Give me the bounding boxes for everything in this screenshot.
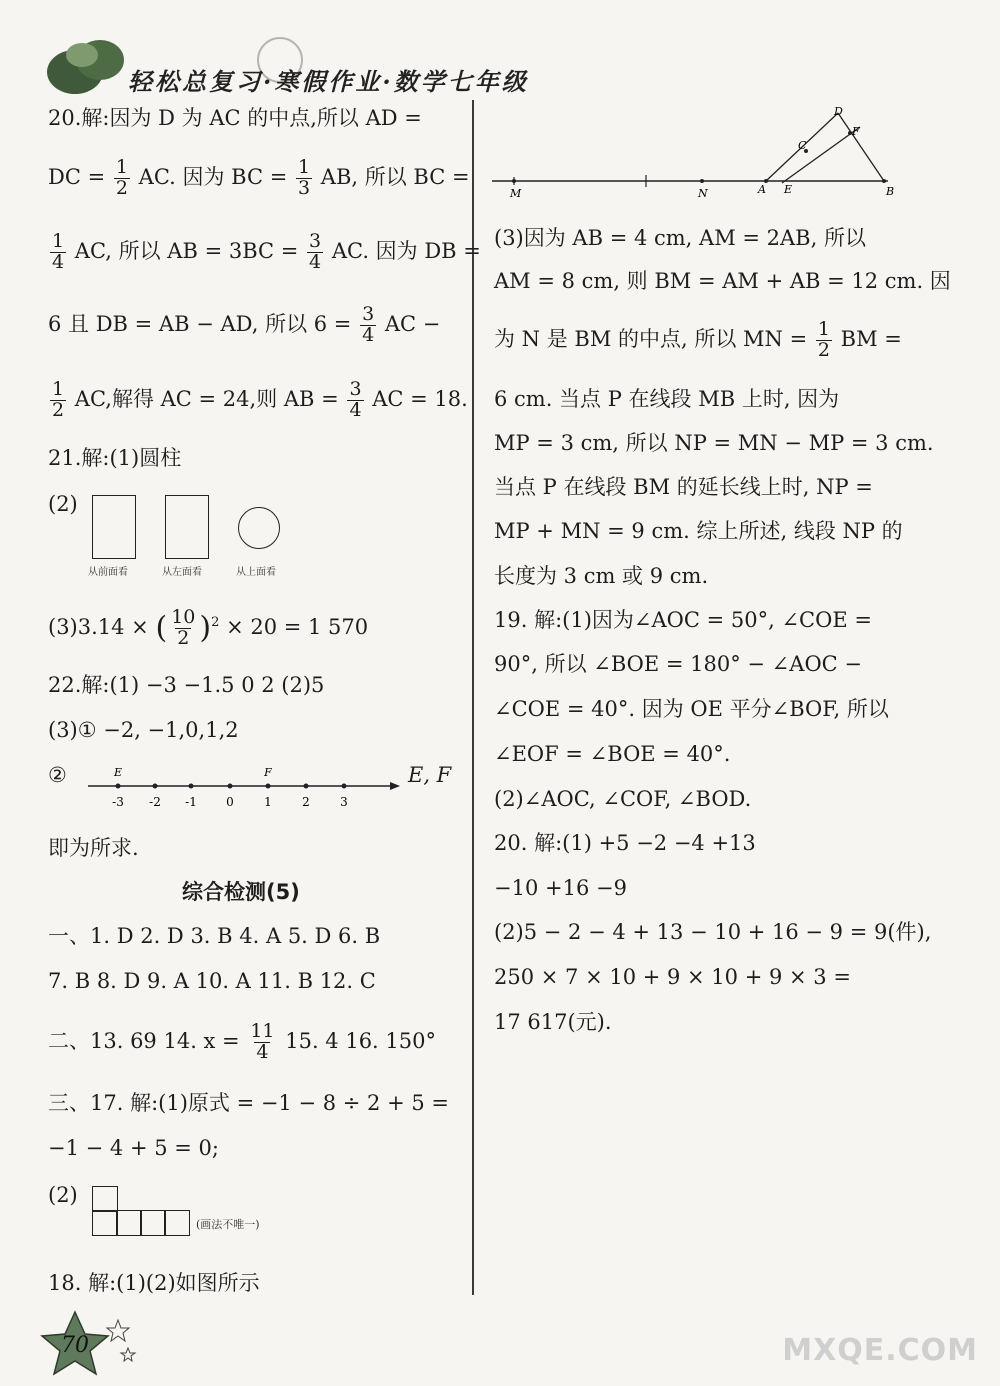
fraction: $\frac{1}{4}$ — [52, 230, 65, 273]
grid-square — [116, 1210, 142, 1236]
grid-square — [92, 1210, 118, 1236]
fig-label-c: C — [798, 139, 807, 152]
text-line: MP + MN = 9 cm. 综上所述, 线段 NP 的 — [494, 519, 903, 543]
geometry-figure — [488, 105, 898, 200]
tick-point — [304, 784, 309, 789]
text-line: 19. 解:(1)因为∠AOC = 50°, ∠COE = — [494, 608, 872, 632]
figure-note: (画法不唯一) — [196, 1218, 260, 1231]
text-line: 18. 解:(1)(2)如图所示 — [48, 1271, 260, 1295]
view-caption: 从上面看 — [236, 567, 276, 578]
text-line: (3)3.14 × ( $\frac{10}{2}$ )$^2$ × 20 = 1 570 — [48, 606, 369, 649]
text-line: MP = 3 cm, 所以 NP = MN − MP = 3 cm. — [494, 431, 934, 455]
fig-label-a: A — [758, 183, 766, 196]
tick-point — [153, 784, 158, 789]
text-line: AM = 8 cm, 则 BM = AM + AB = 12 cm. 因 — [494, 269, 951, 293]
tick-label: -3 — [112, 795, 124, 809]
text-line: 一、1. D 2. D 3. B 4. A 5. D 6. B — [48, 924, 381, 948]
tick-point — [189, 784, 194, 789]
text-line: DC = $\frac{1}{2}$ AC. 因为 BC = $\frac{1}{3}$ AB, 所以 BC = — [48, 156, 470, 199]
text-line: 即为所求. — [48, 836, 139, 860]
left-view-rectangle — [165, 495, 209, 559]
fig-label-n: N — [698, 187, 708, 200]
fig-label-d: D — [834, 105, 843, 118]
text-line: 长度为 3 cm 或 9 cm. — [494, 564, 709, 588]
watermark-text: MXQE.COM — [782, 1333, 978, 1368]
text-line: 250 × 7 × 10 + 9 × 10 + 9 × 3 = — [494, 965, 851, 989]
text-line: 6 cm. 当点 P 在线段 MB 上时, 因为 — [494, 387, 840, 411]
text-line: 当点 P 在线段 BM 的延长线上时, NP = — [494, 475, 873, 499]
text-line: 90°, 所以 ∠BOE = 180° − ∠AOC − — [494, 652, 863, 676]
text-line: ② — [48, 763, 67, 787]
text-line: (2)5 − 2 − 4 + 13 − 10 + 16 − 9 = 9(件), — [494, 920, 932, 944]
view-caption: 从左面看 — [162, 567, 202, 578]
fraction: $\frac{3}{4}$ — [362, 303, 375, 346]
fig-label-m: M — [510, 187, 522, 200]
text-line: 17 617(元). — [494, 1010, 612, 1034]
tick-label: 0 — [226, 795, 234, 809]
text-line: $\frac{1}{4}$ AC, 所以 AB = 3BC = $\frac{3}{4}$ AC. 因为 DB = — [52, 230, 481, 273]
text-line: 20. 解:(1) +5 −2 −4 +13 — [494, 831, 756, 855]
fraction: $\frac{1}{2}$ — [817, 318, 830, 361]
text-line: 20.解:因为 D 为 AC 的中点,所以 AD = — [48, 106, 422, 130]
fraction: $\frac{3}{4}$ — [349, 378, 362, 421]
text-line: 22.解:(1) −3 −1.5 0 2 (2)5 — [48, 673, 325, 697]
top-view-circle — [238, 507, 280, 549]
number-line — [78, 762, 408, 812]
point-f-label: F — [264, 766, 272, 779]
text-line: (3)因为 AB = 4 cm, AM = 2AB, 所以 — [494, 226, 866, 250]
text-line: −1 − 4 + 5 = 0; — [48, 1136, 219, 1160]
fig-label-e: E — [784, 183, 793, 196]
point-e-label: E — [113, 766, 123, 779]
watermark — [782, 1278, 992, 1378]
tick-point — [266, 784, 271, 789]
tick-label: -2 — [149, 795, 161, 809]
page-number: 70 — [61, 1333, 89, 1358]
section-title: 综合检测(5) — [182, 880, 300, 904]
fraction: $\frac{10}{2}$ — [171, 606, 196, 649]
text-line: ∠COE = 40°. 因为 OE 平分∠BOF, 所以 — [494, 697, 889, 721]
column-divider — [472, 100, 474, 1295]
tick-label: 1 — [264, 795, 272, 809]
page-title: 轻松总复习·寒假作业·数学七年级 — [128, 67, 529, 96]
text-line: 7. B 8. D 9. A 10. A 11. B 12. C — [48, 969, 376, 993]
text-line: (2) — [48, 492, 78, 516]
view-caption: 从前面看 — [88, 567, 128, 578]
fraction: $\frac{1}{2}$ — [115, 156, 128, 199]
tick-label: -1 — [185, 795, 197, 809]
fraction: $\frac{3}{4}$ — [309, 230, 322, 273]
text-line: 21.解:(1)圆柱 — [48, 446, 182, 470]
grid-square — [140, 1210, 166, 1236]
text-line: −10 +16 −9 — [494, 876, 627, 900]
fig-label-f: F — [852, 125, 860, 138]
grid-square — [164, 1210, 190, 1236]
text-line: 二、13. 69 14. x = $\frac{11}{4}$ 15. 4 16. 150° — [48, 1020, 436, 1063]
text-line: $\frac{1}{2}$ AC,解得 AC = 24,则 AB = $\frac{3}{4}$ AC = 18. — [52, 378, 468, 421]
text-line: 6 且 DB = AB − AD, 所以 6 = $\frac{3}{4}$ AC − — [48, 303, 441, 346]
star-icon — [40, 1310, 150, 1380]
tick-point — [116, 784, 121, 789]
fraction: $\frac{1}{2}$ — [52, 378, 65, 421]
page-number-badge — [40, 1310, 150, 1380]
text-line: (2)∠AOC, ∠COF, ∠BOD. — [494, 787, 752, 811]
text-line: 三、17. 解:(1)原式 = −1 − 8 ÷ 2 + 5 = — [48, 1091, 449, 1115]
front-view-rectangle — [92, 495, 136, 559]
text-line: ∠EOF = ∠BOE = 40°. — [494, 742, 731, 766]
text-line: (2) — [48, 1183, 78, 1207]
text-line: E, F — [408, 763, 452, 787]
tick-label: 2 — [302, 795, 310, 809]
tick-label: 3 — [340, 795, 348, 809]
text-line: (3)① −2, −1,0,1,2 — [48, 718, 239, 742]
tick-point — [342, 784, 347, 789]
fraction: $\frac{1}{3}$ — [298, 156, 311, 199]
grid-square — [92, 1186, 118, 1212]
fig-label-b: B — [886, 185, 895, 198]
text-line: 为 N 是 BM 的中点, 所以 MN = $\frac{1}{2}$ BM = — [494, 318, 902, 361]
tick-point — [228, 784, 233, 789]
fraction: $\frac{11}{4}$ — [250, 1020, 275, 1063]
